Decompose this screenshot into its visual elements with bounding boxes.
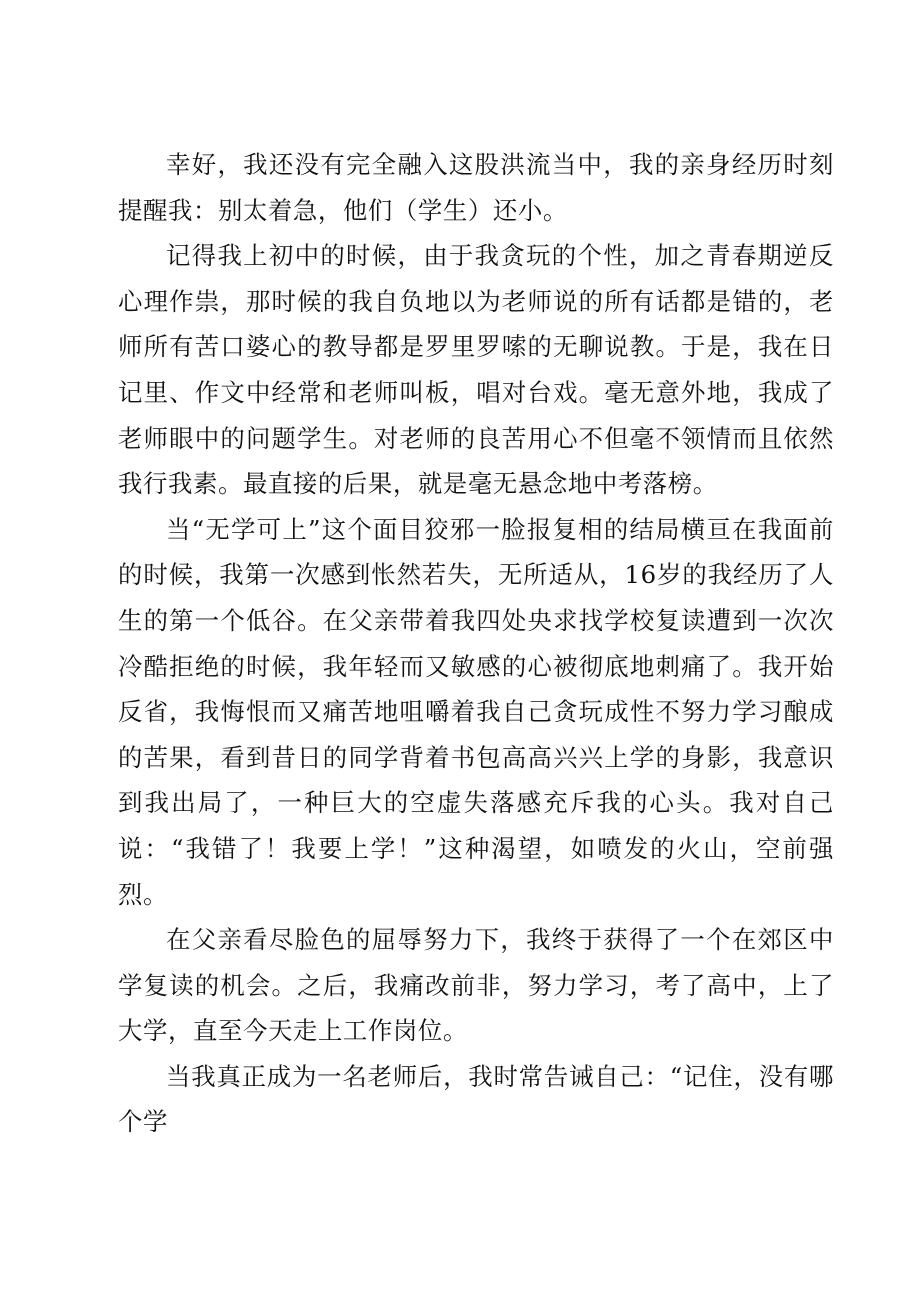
paragraph-4: 在父亲看尽脸色的屈辱努力下，我终于获得了一个在郊区中学复读的机会。之后，我痛改前非，努力学习，考了高中，上了大学，直至今天走上工作岗位。 [118, 925, 834, 1046]
essay-body [118, 142, 834, 1145]
paragraph-3: 当“无学可上”这个面目狡邪一脸报复相的结局横亘在我面前的时候，我第一次感到怅然若失，无所适从，16岁的我经历了人生的第一个低谷。在父亲带着我四处央求找学校复读遭到一次次冷酷拒绝的时候，我年轻而又敏感的心被彻底地刺痛了。我开始反省，我悔恨而又痛苦地咀嚼着我自己贪玩成性不努力学习酿成的苦果，看到昔日的同学背着书包高高兴兴上学的身影，我意识到我出局了，一种巨大的空虚失落感充斥我的心头。我对自己说：“我错了！我要上学！”这种渴望，如喷发的火山，空前强烈。 [118, 514, 834, 909]
paragraph-2: 记得我上初中的时候，由于我贪玩的个性，加之青春期逆反心理作祟，那时候的我自负地以为老师说的所有话都是错的，老师所有苦口婆心的教导都是罗里罗嗦的无聊说教。于是，我在日记里、作文中经常和老师叫板，唱对台戏。毫无意外地，我成了老师眼中的问题学生。对老师的良苦用心不但毫不领情而且依然我行我素。最直接的后果，就是毫无悬念地中考落榜。 [118, 241, 834, 499]
paragraph-5: 当我真正成为一名老师后，我时常告诫自己：“记住，没有哪个学 [118, 1061, 834, 1137]
paragraph-1: 幸好，我还没有完全融入这股洪流当中，我的亲身经历时刻提醒我：别太着急，他们（学生）还小。 [118, 150, 834, 225]
